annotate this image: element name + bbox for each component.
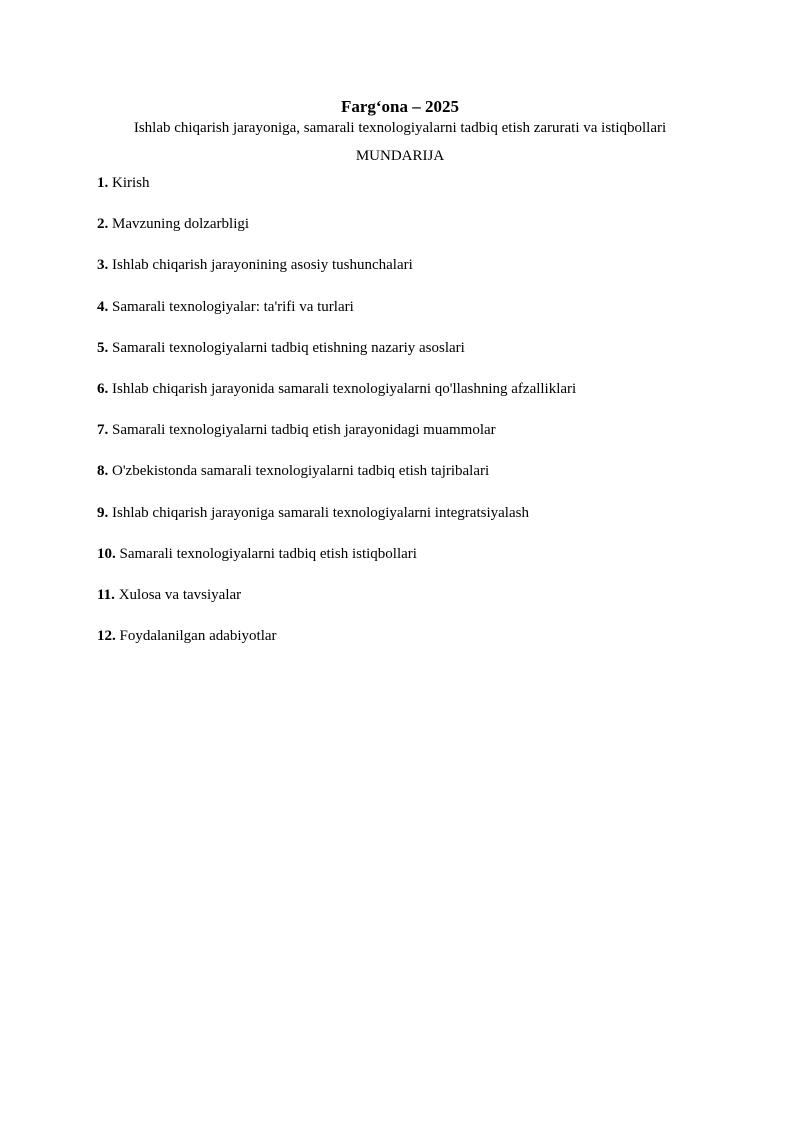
toc-item [97,338,737,379]
toc-item-number: 7. [97,422,109,439]
toc-item-number: 5. [97,339,109,356]
toc-item-text: Mavzuning dolzarbligi [112,216,250,233]
toc-item [97,214,737,255]
toc-item-number: 6. [97,380,109,397]
table-of-contents [97,173,737,667]
toc-item-number: 12. [97,628,116,645]
toc-item-number: 9. [97,504,109,521]
toc-item-text: Samarali texnologiyalar: ta'rifi va turlari [112,298,354,315]
toc-item [97,461,737,502]
toc-item-text: Samarali texnologiyalarni tadbiq etish istiqbollari [119,545,417,562]
toc-item [97,379,737,420]
toc-item-text: Foydalanilgan adabiyotlar [119,628,277,645]
toc-item-number: 10. [97,545,116,562]
toc-item-text: Ishlab chiqarish jarayonining asosiy tushunchalari [112,257,413,274]
toc-item-text: Ishlab chiqarish jarayonida samarali texnologiyalarni qo'llashning afzalliklari [112,380,577,397]
toc-item-number: 3. [97,257,109,274]
toc-item-number: 2. [97,216,109,233]
toc-item-text: Kirish [112,175,150,191]
page-subtitle: Ishlab chiqarish jarayoniga, samarali texnologiyalarni tadbiq etish zarurati va istiqbollari [133,120,667,136]
toc-item [97,297,737,338]
toc-item [97,255,737,296]
toc-item-text: Ishlab chiqarish jarayoniga samarali texnologiyalarni integratsiyalash [112,504,529,521]
page-title: Farg‘ona – 2025 [340,97,460,116]
toc-item-number: 11. [97,586,115,603]
toc-item-text: Xulosa va tavsiyalar [118,586,242,603]
toc-item-text: O'zbekistonda samarali texnologiyalarni tadbiq etish tajribalari [112,463,490,480]
toc-item [97,420,737,461]
toc-item [97,173,737,214]
toc-item-number: 4. [97,298,109,315]
toc-item [97,626,737,667]
toc-heading: MUNDARIJA [355,148,445,164]
toc-item [97,503,737,544]
toc-item-text: Samarali texnologiyalarni tadbiq etish jarayonidagi muammolar [112,422,496,439]
toc-item-number: 1. [97,175,109,191]
toc-item-text: Samarali texnologiyalarni tadbiq etishning nazariy asoslari [112,339,465,356]
toc-item-number: 8. [97,463,109,480]
toc-item [97,585,737,626]
toc-item [97,544,737,585]
